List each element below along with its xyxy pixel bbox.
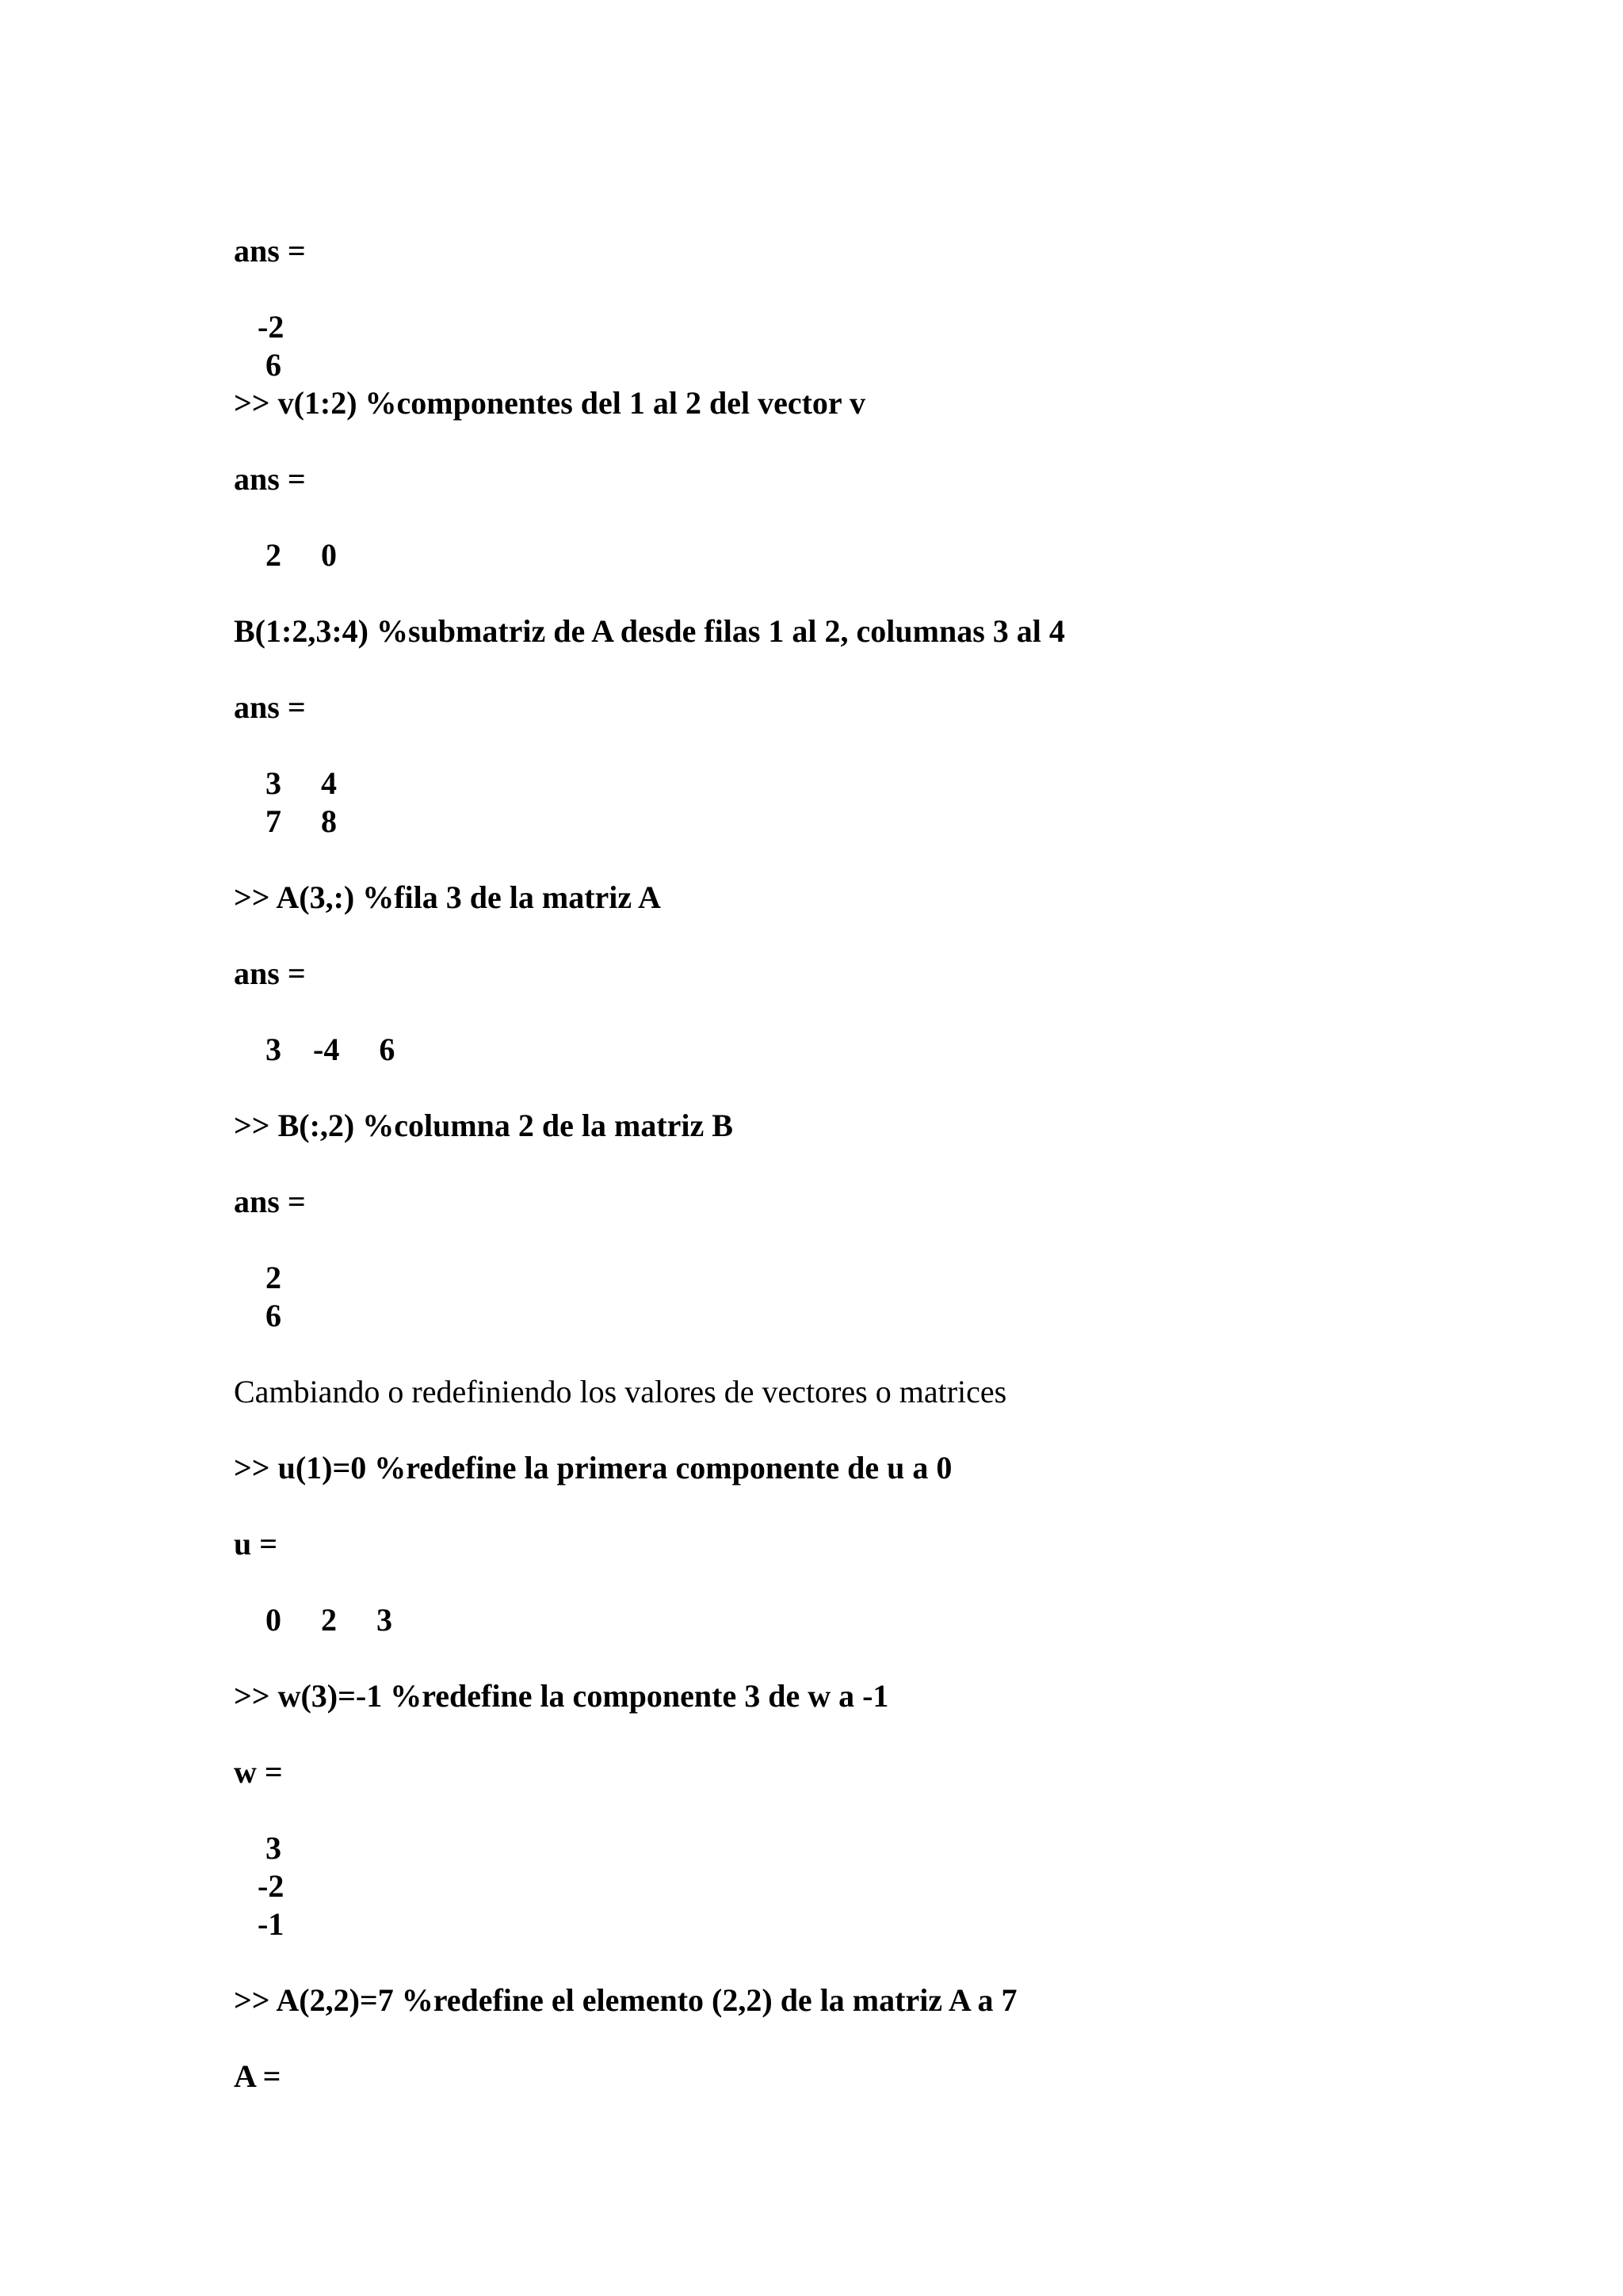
output-label-ans: ans = xyxy=(234,233,306,269)
command-line: B(1:2,3:4) %submatriz de A desde filas 1 al 2, columnas 3 al 4 xyxy=(234,613,1065,649)
output-label-ans: ans = xyxy=(234,955,306,991)
output-value: 2 0 xyxy=(234,537,337,573)
output-value: 6 xyxy=(234,1298,281,1333)
output-value: -2 xyxy=(234,1868,285,1904)
output-value: 6 xyxy=(234,347,281,383)
output-value: 0 2 3 xyxy=(234,1602,392,1638)
command-line: >> A(2,2)=7 %redefine el elemento (2,2) de la matriz A a 7 xyxy=(234,1982,1018,2018)
output-label: w = xyxy=(234,1754,283,1790)
output-label-ans: ans = xyxy=(234,689,306,725)
command-line: >> v(1:2) %componentes del 1 al 2 del vector v xyxy=(234,385,865,421)
output-value: 7 8 xyxy=(234,803,337,839)
output-value: 3 xyxy=(234,1830,281,1866)
output-label-ans: ans = xyxy=(234,461,306,497)
output-value: -1 xyxy=(234,1906,285,1942)
output-value: 3 4 xyxy=(234,765,337,801)
command-line: >> u(1)=0 %redefine la primera componente de u a 0 xyxy=(234,1450,953,1486)
output-value: -2 xyxy=(234,309,285,345)
command-line: >> A(3,:) %fila 3 de la matriz A xyxy=(234,879,661,915)
output-label: u = xyxy=(234,1526,278,1562)
output-value: 3 -4 6 xyxy=(234,1032,395,1067)
output-label: A = xyxy=(234,2058,281,2094)
output-value: 2 xyxy=(234,1260,281,1295)
command-line: >> w(3)=-1 %redefine la componente 3 de w a -1 xyxy=(234,1678,889,1714)
command-line: >> B(:,2) %columna 2 de la matriz B xyxy=(234,1108,733,1143)
section-paragraph: Cambiando o redefiniendo los valores de vectores o matrices xyxy=(234,1374,1007,1409)
output-label-ans: ans = xyxy=(234,1184,306,1219)
